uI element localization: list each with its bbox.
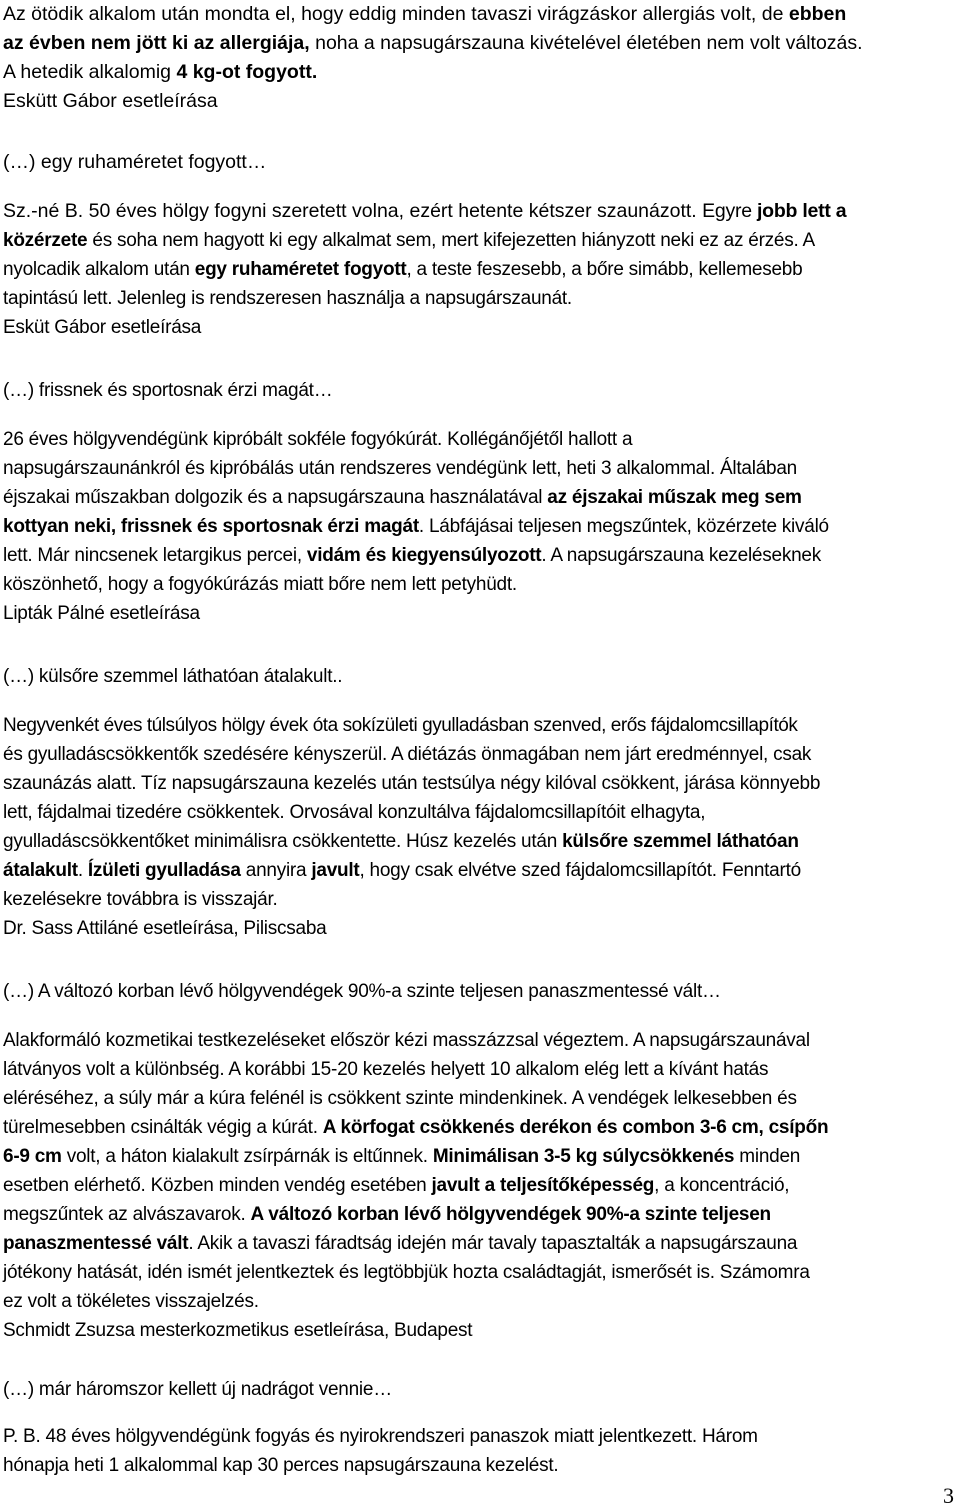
text-segment: Lipták Pálné esetleírása	[3, 603, 200, 624]
bold-text: átalakult	[3, 860, 78, 881]
bold-text: kottyan neki, frissnek és sportosnak érzi magát	[3, 516, 419, 537]
text-line	[3, 541, 821, 570]
text-line	[3, 376, 332, 405]
text-segment: P. B. 48 éves hölgyvendégünk fogyás és nyirokrendszeri panaszok miatt jelentkezett. Három	[3, 1426, 758, 1447]
text-segment: Alakformáló kozmetikai testkezeléseket először kézi masszázzsal végeztem. A napsugárszaunával	[3, 1030, 810, 1051]
text-segment: (…) külsőre szemmel láthatóan átalakult..	[3, 666, 343, 687]
text-line	[3, 512, 829, 541]
bold-text: jobb lett a	[757, 200, 847, 222]
text-segment: Az ötödik alkalom után mondta el, hogy eddig minden tavaszi virágzáskor allergiás volt, de	[3, 3, 789, 25]
text-segment: , a koncentráció,	[654, 1175, 790, 1196]
text-line	[3, 1084, 797, 1113]
text-segment: napsugárszaunánkról és kipróbálás után rendszeres vendégünk lett, heti 3 alkalommal. Általában	[3, 458, 797, 479]
text-line	[3, 1451, 558, 1480]
text-line	[3, 1287, 259, 1316]
text-line	[3, 425, 632, 454]
bold-text: javult a teljesítőképesség	[431, 1175, 655, 1196]
bold-text: javult	[311, 860, 360, 881]
text-segment: ez volt a tökéletes visszajelzés.	[3, 1291, 259, 1312]
text-line	[3, 87, 218, 116]
text-line	[3, 454, 797, 483]
text-segment: köszönhető, hogy a fogyókúrázás miatt bőre nem lett petyhüdt.	[3, 574, 517, 595]
text-segment: (…) A változó korban lévő hölgyvendégek 90%-a szinte teljesen panaszmentessé vált…	[3, 981, 721, 1002]
text-line	[3, 29, 863, 58]
text-line	[3, 885, 278, 914]
text-segment: eléréséhez, a súly már a kúra felénél is csökkent szinte mindenkinek. A vendégek lelkesebben és	[3, 1088, 797, 1109]
text-segment: (…) már háromszor kellett új nadrágot vennie…	[3, 1379, 392, 1400]
text-line	[3, 226, 815, 255]
bold-text: egy ruhaméretet fogyott	[194, 259, 407, 280]
bold-text: Minimálisan 3-5 kg súlycsökkenés	[432, 1146, 735, 1167]
text-line	[3, 977, 721, 1006]
text-line	[3, 1422, 758, 1451]
text-segment: türelmesebben csinálták végig a kúrát.	[3, 1117, 323, 1138]
text-segment: . Akik a tavaszi fáradtság idején már tavaly tapasztalták a napsugárszauna	[188, 1233, 798, 1254]
page-number: 3	[943, 1483, 954, 1508]
text-line	[3, 1026, 810, 1055]
bold-text: A körfogat csökkenés derékon és combon 3-6 cm, csípőn	[322, 1117, 829, 1138]
text-line	[3, 1229, 797, 1258]
text-line	[3, 255, 802, 284]
text-line	[3, 711, 797, 740]
text-segment: . Lábfájásai teljesen megszűntek, közérzete kiváló	[418, 516, 829, 537]
text-segment: lett, fájdalmai tizedére csökkentek. Orvosával konzultálva fájdalomcsillapítóit elhagyta,	[3, 802, 706, 823]
text-line	[3, 313, 201, 342]
text-segment: A	[802, 230, 815, 251]
text-line	[3, 1113, 828, 1142]
bold-text: 4 kg-ot fogyott.	[176, 61, 318, 83]
text-segment: 26 éves hölgyvendégünk kipróbált sokféle fogyókúrát. Kollégánőjétől hallott a	[3, 429, 633, 450]
text-line	[3, 284, 572, 313]
bold-text: az évben nem jött ki az allergiája,	[3, 32, 310, 54]
text-segment: Eskütt Gábor esetleírása	[3, 90, 218, 112]
text-segment: látványos volt a különbség. A korábbi 15-20 kezelés helyett 10 alkalom elég lett a kívánt hatás	[3, 1059, 769, 1080]
text-segment: és gyulladáscsökkentők szedésére kényszerül. A diétázás önmagában nem járt eredménnyel, csak	[3, 744, 812, 765]
text-segment: Negyvenkét éves túlsúlyos hölgy évek óta sokízületi gyulladásban szenved, erős fájdalomcsillapítók	[3, 715, 798, 736]
text-segment: Schmidt Zsuzsa mesterkozmetikus esetleírása, Budapest	[3, 1320, 473, 1341]
text-segment: szaunázás alatt. Tíz napsugárszauna kezelés után testsúlya négy kilóval csökkent, járása könnyebb	[3, 773, 821, 794]
bold-text: közérzete	[3, 230, 88, 251]
text-line	[3, 197, 846, 226]
text-segment: . A napsugárszauna kezeléseknek	[541, 545, 821, 566]
text-segment: noha a napsugárszauna kivételével életében nem volt változás.	[309, 32, 863, 54]
text-segment: .	[77, 860, 88, 881]
text-line	[3, 483, 802, 512]
text-line	[3, 827, 799, 856]
text-line	[3, 58, 317, 87]
text-segment: nyolcadik alkalom után	[3, 259, 195, 280]
text-line	[3, 599, 200, 628]
text-line	[3, 1316, 472, 1345]
text-segment: kezelésekre továbbra is visszajár.	[3, 889, 278, 910]
bold-text: vidám és kiegyensúlyozott	[306, 545, 542, 566]
text-segment: , hogy csak elvétve szed fájdalomcsillapítót. Fenntartó	[359, 860, 801, 881]
text-segment: és soha nem hagyott ki egy alkalmat sem, mert kifejezetten hiányzott neki ez az érzés.	[87, 230, 803, 251]
text-segment: lett. Már nincsenek letargikus percei,	[3, 545, 307, 566]
text-line	[3, 740, 811, 769]
bold-text: panaszmentessé vált	[3, 1233, 189, 1254]
text-line	[3, 570, 517, 599]
text-segment: jótékony hatását, idén ismét jelentkeztek és legtöbbjük hozta családtagját, ismerősét is. Számomra	[3, 1262, 810, 1283]
text-segment: tapintású lett. Jelenleg is rendszeresen használja a napsugárszaunát.	[3, 288, 572, 309]
bold-text: Ízületi gyulladása	[87, 860, 241, 881]
text-line	[3, 798, 705, 827]
text-line	[3, 0, 846, 29]
bold-text: az éjszakai műszak meg sem	[547, 487, 802, 508]
text-line	[3, 856, 801, 885]
text-line	[3, 914, 326, 943]
bold-text: külsőre szemmel láthatóan	[562, 831, 799, 852]
text-segment: , a teste feszesebb, a bőre simább, kellemesebb	[406, 259, 803, 280]
text-segment: Dr. Sass Attiláné esetleírása, Piliscsaba	[3, 918, 327, 939]
text-line	[3, 662, 342, 691]
text-segment: Sz.-né B. 50 éves hölgy fogyni szeretett volna, ezért hetente kétszer szaunázott.	[3, 200, 703, 222]
text-line	[3, 1200, 771, 1229]
bold-text: 6-9 cm	[3, 1146, 62, 1167]
text-line	[3, 148, 266, 177]
text-segment: Egyre	[702, 200, 757, 222]
text-segment: hónapja heti 1 alkalommal kap 30 perces napsugárszauna kezelést.	[3, 1455, 559, 1476]
text-segment: (…) frissnek és sportosnak érzi magát…	[3, 380, 333, 401]
text-line	[3, 1375, 392, 1404]
text-segment: annyira	[240, 860, 312, 881]
text-segment: minden	[734, 1146, 801, 1167]
text-segment: volt, a háton kialakult zsírpárnák is eltűnnek.	[61, 1146, 433, 1167]
text-segment: (…) egy ruhaméretet fogyott…	[3, 151, 267, 173]
text-segment: megszűntek az alvászavarok.	[3, 1204, 251, 1225]
bold-text: ebben	[788, 3, 847, 25]
text-segment: Esküt Gábor esetleírása	[3, 317, 202, 338]
text-segment: gyulladáscsökkentőket minimálisra csökkentette. Húsz kezelés után	[3, 831, 563, 852]
text-line	[3, 1142, 800, 1171]
text-line	[3, 1258, 810, 1287]
text-line	[3, 769, 820, 798]
text-segment: A hetedik alkalomig	[3, 61, 177, 83]
text-line	[3, 1171, 789, 1200]
bold-text: A változó korban lévő hölgyvendégek 90%-a szinte teljesen	[250, 1204, 771, 1225]
text-segment: esetben elérhető. Közben minden vendég esetében	[3, 1175, 432, 1196]
text-line	[3, 1055, 768, 1084]
text-segment: éjszakai műszakban dolgozik és a napsugárszauna használatával	[3, 487, 548, 508]
